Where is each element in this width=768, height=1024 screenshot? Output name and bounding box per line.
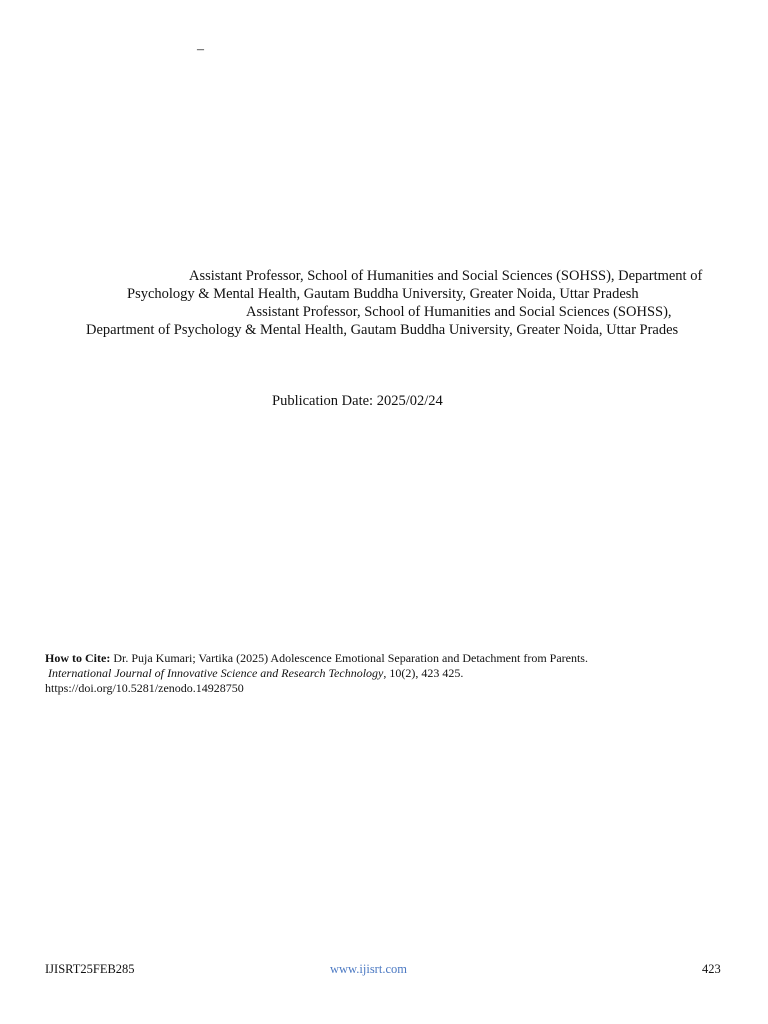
citation-text: Dr. Puja Kumari; Vartika (2025) Adolescence Emotional Separation and Detachment from Parents. — [110, 651, 588, 665]
citation-doi[interactable]: https://doi.org/10.5281/zenodo.14928750 — [45, 681, 244, 695]
footer-page-number: 423 — [702, 962, 721, 976]
footer-website-link[interactable]: www.ijisrt.com — [330, 962, 407, 976]
publication-date: Publication Date: 2025/02/24 — [272, 393, 443, 409]
citation-block — [45, 651, 588, 696]
citation-line-2 — [45, 666, 588, 681]
citation-volume-pages: , 10(2), 423 425. — [383, 666, 464, 680]
citation-line-1 — [45, 651, 588, 666]
affiliation-line-1: Assistant Professor, School of Humanities and Social Sciences (SOHSS), Department of — [189, 268, 703, 284]
affiliation-line-3: Assistant Professor, School of Humanities and Social Sciences (SOHSS), — [246, 304, 672, 320]
citation-label: How to Cite: — [45, 651, 111, 665]
citation-journal: International Journal of Innovative Science and Research Technology — [48, 666, 384, 680]
header-dash: – — [197, 42, 204, 57]
footer-paper-id: IJISRT25FEB285 — [45, 962, 135, 976]
affiliation-line-2: Psychology & Mental Health, Gautam Buddha University, Greater Noida, Uttar Pradesh — [127, 286, 639, 302]
affiliation-line-4: Department of Psychology & Mental Health, Gautam Buddha University, Greater Noida, Uttar Prades — [86, 322, 679, 338]
